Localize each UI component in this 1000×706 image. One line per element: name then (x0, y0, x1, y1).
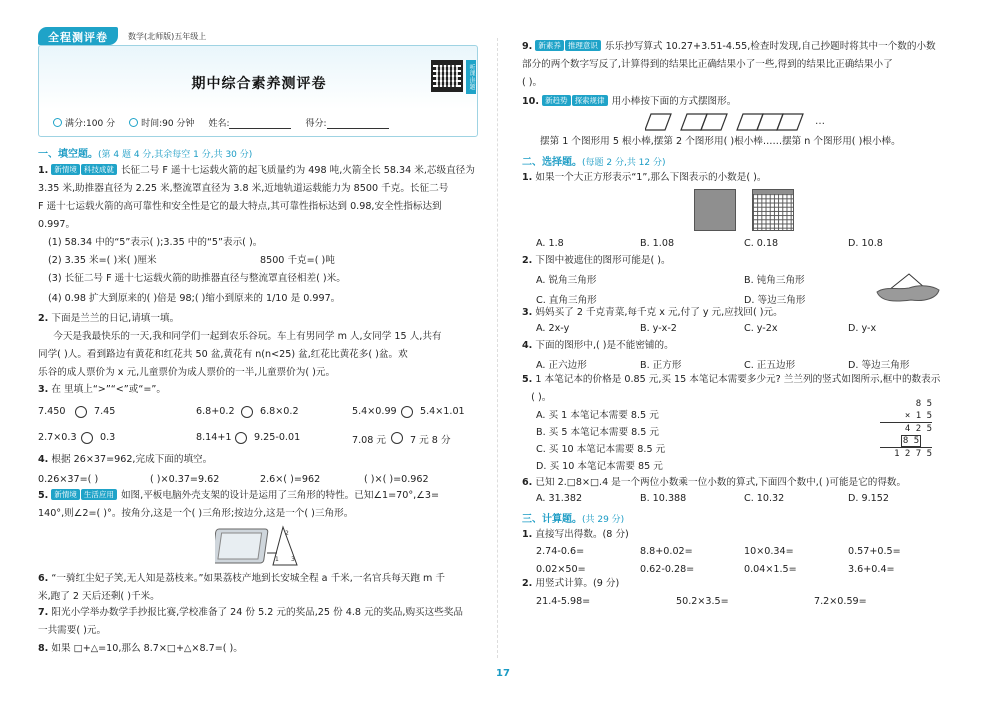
c4-option-d[interactable]: D. 等边三角形 (848, 360, 910, 371)
full-square-figure (694, 189, 736, 231)
c5-option-c[interactable]: C. 买 10 本笔记本需要 8.5 元 (536, 444, 666, 455)
calc-item: 2.74-0.6= (536, 546, 585, 557)
tag-trend: 新趋势 (542, 95, 571, 106)
c2-option-b[interactable]: B. 钝角三角形 (744, 275, 805, 286)
calc-item: 50.2×3.5= (676, 596, 729, 607)
c5-option-a[interactable]: A. 买 1 本笔记本需要 8.5 元 (536, 410, 659, 421)
calc-2: 2. 用竖式计算。(9 分) (522, 578, 620, 589)
calc-item: 7.2×0.59= (814, 596, 867, 607)
book-subtitle: 数学(北师版)五年级上 (128, 32, 207, 41)
calc-item: 0.04×1.5= (744, 564, 797, 575)
choice-4: 4. 下面的图形中,( )是不能密铺的。 (522, 340, 674, 351)
score-field[interactable]: 得分: (305, 116, 388, 129)
answer-circle[interactable] (391, 432, 403, 444)
page-title: 期中综合素养测评卷 (191, 76, 327, 92)
question-7: 7. 阳光小学举办数学手抄报比赛,学校准备了 24 份 5.2 元的奖品,25 份 4.8 元的奖品,购买这些奖品 一共需要( )元。 (38, 607, 464, 636)
tag-new-context: 新情境 (51, 164, 80, 175)
c2-option-c[interactable]: C. 直角三角形 (536, 295, 597, 306)
c3-option-c[interactable]: C. y-2x (744, 323, 778, 334)
c6-option-b[interactable]: B. 10.388 (640, 493, 687, 504)
answer-circle[interactable] (241, 406, 253, 418)
c6-option-c[interactable]: C. 10.32 (744, 493, 785, 504)
calc-item: 10×0.34= (744, 546, 794, 557)
question-3: 3. 在 里填上“>”“<”或“=”。 (38, 384, 166, 395)
c2-option-d[interactable]: D. 等边三角形 (744, 295, 806, 306)
question-9: 9. 新素养 推理意识 乐乐抄写算式 10.27+3.51-4.55,检查时发现,自己抄题时将其中一个数的小数 部分的两个数字写反了,计算得到的结果比正确结果小了一些,得到的结果比正确结果小了 ( )。 (522, 41, 936, 88)
stick-pattern-figure (645, 112, 855, 132)
question-2: 2. 下面是兰兰的日记,请填一填。 (38, 313, 180, 324)
page-number: 17 (496, 668, 510, 679)
svg-text:1: 1 (275, 556, 279, 563)
title-box (38, 45, 478, 137)
calc-1: 1. 直接写出得数。(8 分) (522, 529, 629, 540)
tablet-stand-figure (215, 523, 305, 569)
c1-option-a[interactable]: A. 1.8 (536, 238, 564, 249)
section-choice: 二、选择题。(每题 2 分,共 12 分) (522, 157, 666, 168)
answer-circle[interactable] (401, 406, 413, 418)
question-6: 6. “一骑红尘妃子笑,无人知是荔枝来。”如果荔枝产地到长安城全程 a 千米,一名官兵每天跑 m 千 米,跑了 2 天后还剩( )千米。 (38, 573, 446, 602)
calc-item: 0.57+0.5= (848, 546, 901, 557)
c6-option-a[interactable]: A. 31.382 (536, 493, 583, 504)
q1-sub2a: (2) 3.35 米=( )米( )厘米 (48, 255, 157, 266)
covered-triangle-figure (875, 270, 941, 304)
question-5: 5. 新情境 生活应用 如图,平板电脑外壳支架的设计是运用了三角形的特性。已知∠1=70°,∠3= 140°,则∠2=( )°。按角分,这是一个( )三角形;按边分,这是一个( )三角形。 (38, 490, 439, 519)
c2-option-a[interactable]: A. 锐角三角形 (536, 275, 597, 286)
choice-3: 3. 妈妈买了 2 千克青菜,每千克 x 元,付了 y 元,应找回( )元。 (522, 307, 783, 318)
q2-diary: 今天是我最快乐的一天,我和同学们一起到农乐谷玩。车上有男同学 m 人,女同学 15 人,共有 同学( )人。看到路边有黄花和红花共 50 盆,黄花有 n(n<25) 盆,红花比黄花多( )盆。欢 乐谷的成人票价为 x 元,儿童票价为成人票价的一半,儿童票价为( )元。 (38, 331, 442, 378)
c3-option-d[interactable]: D. y-x (848, 323, 877, 334)
section-calculation: 三、计算题。(共 29 分) (522, 514, 625, 525)
qr-tag: 听课·讲题 (466, 60, 476, 94)
column-divider (497, 38, 498, 658)
q1-sub2b: 8500 千克=( )吨 (260, 255, 335, 266)
question-8: 8. 如果 □+△=10,那么 8.7×□+△×8.7=( )。 (38, 643, 243, 654)
choice-5: 5. 1 本笔记本的价格是 0.85 元,买 15 本笔记本需要多少元? 兰兰列的竖式如图所示,框中的数表示 ( )。 (522, 374, 941, 403)
tag-reasoning: 推理意识 (565, 40, 601, 51)
c1-option-c[interactable]: C. 0.18 (744, 238, 779, 249)
c5-option-d[interactable]: D. 买 10 本笔记本需要 85 元 (536, 461, 663, 472)
q1-sub1: (1) 58.34 中的“5”表示( );3.35 中的“5”表示( )。 (48, 237, 263, 248)
c6-option-d[interactable]: D. 9.152 (848, 493, 889, 504)
question-10: 10. 新趋势 探索规律 用小棒按下面的方式摆图形。 (522, 96, 737, 107)
svg-text:2: 2 (285, 530, 289, 537)
q1-sub4: (4) 0.98 扩大到原来的( )倍是 98;( )缩小到原来的 1/10 是 0.997。 (48, 293, 341, 304)
c3-option-a[interactable]: A. 2x-y (536, 323, 570, 334)
ellipsis: … (815, 116, 825, 127)
tag-life: 生活应用 (81, 489, 117, 500)
tag-pattern: 探索规律 (572, 95, 608, 106)
c1-option-b[interactable]: B. 1.08 (640, 238, 675, 249)
c5-option-b[interactable]: B. 买 5 本笔记本需要 8.5 元 (536, 427, 659, 438)
question-4: 4. 根据 26×37=962,完成下面的填空。 (38, 454, 213, 465)
section-fill-in: 一、填空题。(第 4 题 4 分,其余每空 1 分,共 30 分) (38, 149, 253, 160)
choice-1: 1. 如果一个大正方形表示“1”,那么下图表示的小数是( )。 (522, 172, 767, 183)
c4-option-b[interactable]: B. 正方形 (640, 360, 682, 371)
grid-square-figure (752, 189, 794, 231)
question-1: 1. 新情境 科技成就 长征二号 F 遥十七运载火箭的起飞质量约为 498 吨,火箭全长 58.34 米,芯级直径为 3.35 米,助推器直径为 2.25 米,整流罩直径为 3.8 米,近地轨道运载能力为 8500 千克。长征二号 F 遥十七运载火箭的高可靠性和安全性是它的最大特点,其可靠性指标达到 0.98,安全性指标达到 0.997。 (38, 165, 475, 230)
q10-fill: 摆第 1 个图形用 5 根小棒,摆第 2 个图形用( )根小棒……摆第 n 个图形用( )根小棒。 (540, 136, 901, 147)
full-score: 满分:100 分 (53, 116, 115, 129)
qr-code-icon (431, 60, 463, 92)
calc-item: 8.8+0.02= (640, 546, 693, 557)
time-limit: 时间:90 分钟 (129, 116, 194, 129)
c4-option-c[interactable]: C. 正五边形 (744, 360, 796, 371)
calc-item: 3.6+0.4= (848, 564, 895, 575)
calc-item: 21.4-5.98= (536, 596, 591, 607)
q1-sub3: (3) 长征二号 F 遥十七运载火箭的助推器直径与整流罩直径相差( )米。 (48, 273, 346, 284)
c1-option-d[interactable]: D. 10.8 (848, 238, 883, 249)
name-field[interactable]: 姓名: (208, 116, 291, 129)
svg-text:3: 3 (291, 556, 295, 563)
choice-6: 6. 已知 2.□8×□.4 是一个两位小数乘一位小数的算式,下面四个数中,( )可能是它的得数。 (522, 477, 907, 488)
c4-option-a[interactable]: A. 正六边形 (536, 360, 587, 371)
calc-item: 0.02×50= (536, 564, 586, 575)
choice-2: 2. 下图中被遮住的图形可能是( )。 (522, 255, 671, 266)
clock-icon (129, 118, 138, 127)
brand-badge: 全程测评卷 (38, 27, 118, 45)
tag-literacy: 新素养 (535, 40, 564, 51)
exam-meta (53, 116, 389, 129)
circle-icon (53, 118, 62, 127)
answer-circle[interactable] (235, 432, 247, 444)
answer-circle[interactable] (81, 432, 93, 444)
calc-item: 0.62-0.28= (640, 564, 695, 575)
tag-tech: 科技成就 (81, 164, 117, 175)
vertical-calculation: 8 5 × 1 5 4 2 5 8 5 1 2 7 5 (880, 398, 932, 460)
c3-option-b[interactable]: B. y-x-2 (640, 323, 677, 334)
answer-circle[interactable] (75, 406, 87, 418)
tag-new-context: 新情境 (51, 489, 80, 500)
